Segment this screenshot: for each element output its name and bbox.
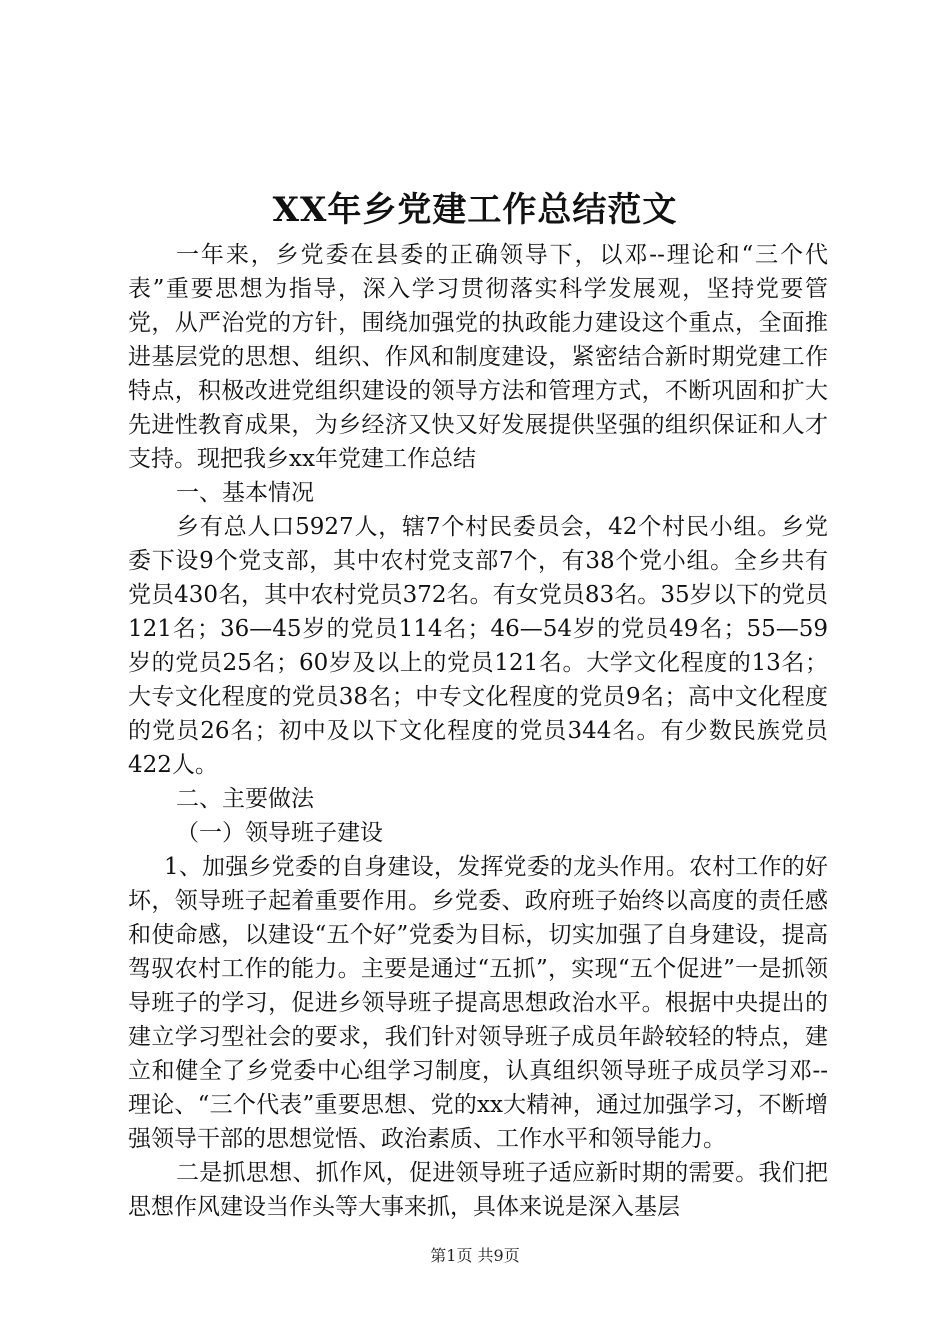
basic-info-paragraph: 乡有总人口5927人，辖7个村民委员会，42个村民小组。乡党委下设9个党支部，其中农村党支部7个，有38个党小组。全乡共有党员430名，其中农村党员372名。有女党员83名。35岁以下的党员121名；36—45岁的党员114名；46—54岁的党员49名；55—59岁的党员25名；60岁及以上的党员121名。大学文化程度的13名；大专文化程度的党员38名；中专文化程度的党员9名；高中文化程度的党员26名；初中及以下文化程度的党员344名。有少数民族党员422人。 [128, 514, 828, 778]
intro-paragraph: 一年来，乡党委在县委的正确领导下，以邓--理论和“三个代表”重要思想为指导，深入学习贯彻落实科学发展观，坚持党要管党，从严治党的方针，围绕加强党的执政能力建设这个重点，全面推进基层党的思想、组织、作风和制度建设，紧密结合新时期党建工作特点，积极改进党组织建设的领导方法和管理方式，不断巩固和扩大先进性教育成果，为乡经济又快又好发展提供坚强的组织保证和人才支持。现把我乡xx年党建工作总结 [128, 242, 828, 472]
section-heading-methods: 二、主要做法 [176, 786, 314, 812]
page-footer: 第1页 共9页 [430, 1246, 520, 1265]
leadership-paragraph: 1、加强乡党委的自身建设，发挥党委的龙头作用。农村工作的好坏，领导班子起着重要作用。乡党委、政府班子始终以高度的责任感和使命感，以建设“五个好”党委为目标，切实加强了自身建设，提高驾驭农村工作的能力。主要是通过“五抓”，实现“五个促进”一是抓领导班子的学习，促进乡领导班子提高思想政治水平。根据中央提出的建立学习型社会的要求，我们针对领导班子成员年龄较轻的特点，建立和健全了乡党委中心组学习制度，认真组织领导班子成员学习邓--理论、“三个代表”重要思想、党的xx大精神，通过加强学习，不断增强领导干部的思想觉悟、政治素质、工作水平和领导能力。 [128, 854, 828, 1152]
section-heading-basic: 一、基本情况 [176, 480, 314, 506]
document-title: XX年乡党建工作总结范文 [272, 190, 678, 230]
thinking-style-paragraph: 二是抓思想、抓作风，促进领导班子适应新时期的需要。我们把思想作风建设当作头等大事来抓，具体来说是深入基层 [128, 1160, 828, 1220]
subsection-heading-leadership: （一）领导班子建设 [176, 820, 383, 846]
document-body [128, 238, 828, 1224]
